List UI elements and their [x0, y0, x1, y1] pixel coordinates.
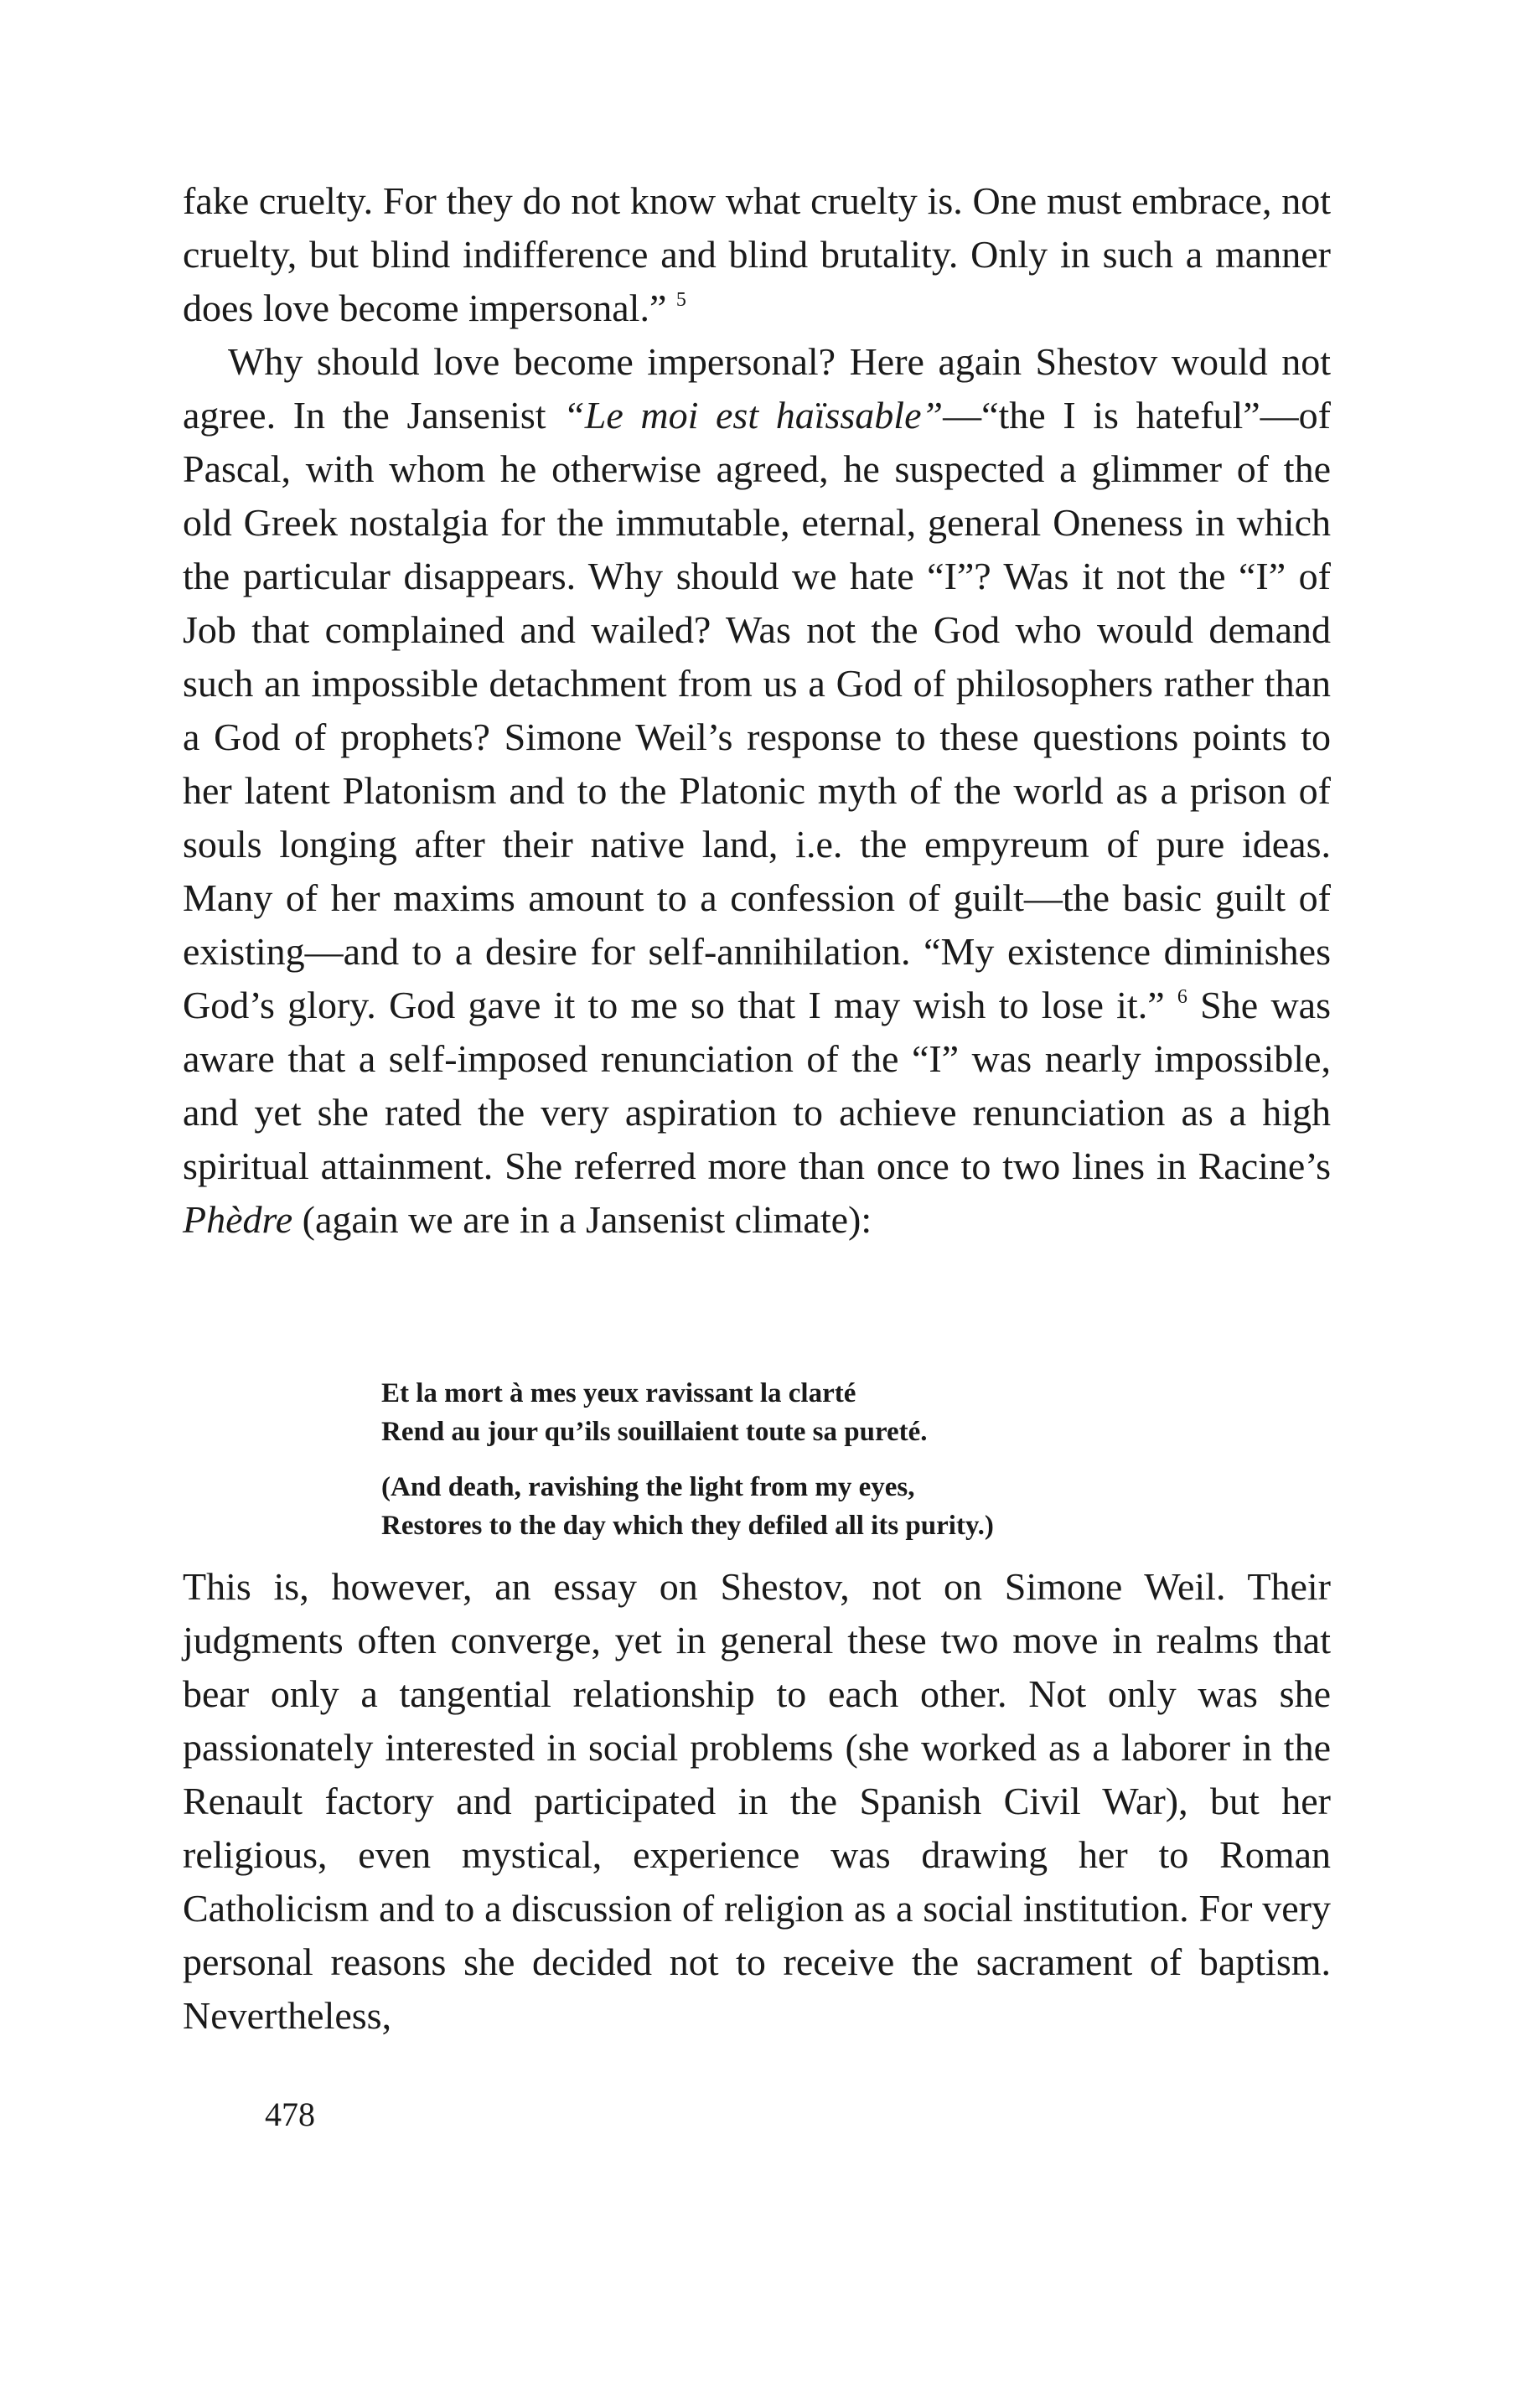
verse-french-line-2: Rend au jour qu’ils souillaient toute sa pureté. [381, 1417, 928, 1447]
body-text-top [183, 174, 1331, 1247]
paragraph-2-part4: (again we are in a Jansenist climate): [292, 1198, 872, 1241]
paragraph-2-title-phedre: Phèdre [183, 1198, 293, 1241]
verse-english-line-1: (And death, ravishing the light from my eyes, [381, 1472, 915, 1502]
footnote-ref-6: 6 [1177, 986, 1187, 1008]
paragraph-2 [183, 335, 1331, 1247]
verse-french [381, 1374, 1345, 1451]
body-text-bottom [183, 1560, 1331, 2043]
paragraph-3: This is, however, an essay on Shestov, not on Simone Weil. Their judgments often converge, yet in general these two move in realms that bear only a tangential relationship to each other. Not only was she passionately interested in social problems (she worked as a laborer in the Renault factory and participated in the Spanish Civil War), but her religious, even mystical, experience was drawing her to Roman Catholicism and to a discussion of religion as a social institution. For very personal reasons she decided not to receive the sacrament of baptism. Nevertheless, [183, 1565, 1331, 2037]
verse-english [381, 1468, 1345, 1545]
verse-french-line-1: Et la mort à mes yeux ravissant la clarté [381, 1378, 856, 1408]
verse-english-line-2: Restores to the day which they defiled all its purity.) [381, 1511, 994, 1541]
paragraph-1 [183, 174, 1331, 335]
page-number: 478 [265, 2095, 315, 2133]
footnote-ref-5: 5 [675, 289, 686, 311]
paragraph-1-text: fake cruelty. For they do not know what cruelty is. One must embrace, not cruelty, but blind indifference and blind brutality. Only in such a manner does love become impersonal.” [183, 179, 1331, 329]
paragraph-2-french-quote: “Le moi est haïssable” [563, 394, 944, 437]
paragraph-2-part3: She was aware that a self-imposed renunciation of the “I” was nearly impossible, and yet she rated the very aspiration to achieve renunciation as a high spiritual attainment. She referred more than once to two lines in Racine’s [183, 984, 1331, 1187]
paragraph-2-part2: —“the I is hateful”—of Pascal, with whom he otherwise agreed, he suspected a glimmer of the old Greek nostalgia for the immutable, eternal, general Oneness in which the particular disappears. Why should we hate “I”? Was it not the “I” of Job that complained and wailed? Was not the God who would demand such an impossible detachment from us a God of philosophers rather than a God of prophets? Simone Weil’s response to these questions points to her latent Platonism and to the Platonic myth of the world as a prison of souls longing after their native land, i.e. the empyreum of pure ideas. Many of her maxims amount to a confession of guilt—the basic guilt of existing—and to a desire for self-annihilation. “My existence diminishes God’s glory. God gave it to me so that I may wish to lose it.” [183, 394, 1332, 1026]
paragraph-2-part1: Why should love become impersonal? Here again Shestov would not agree. In the Jansenist [183, 340, 1331, 437]
